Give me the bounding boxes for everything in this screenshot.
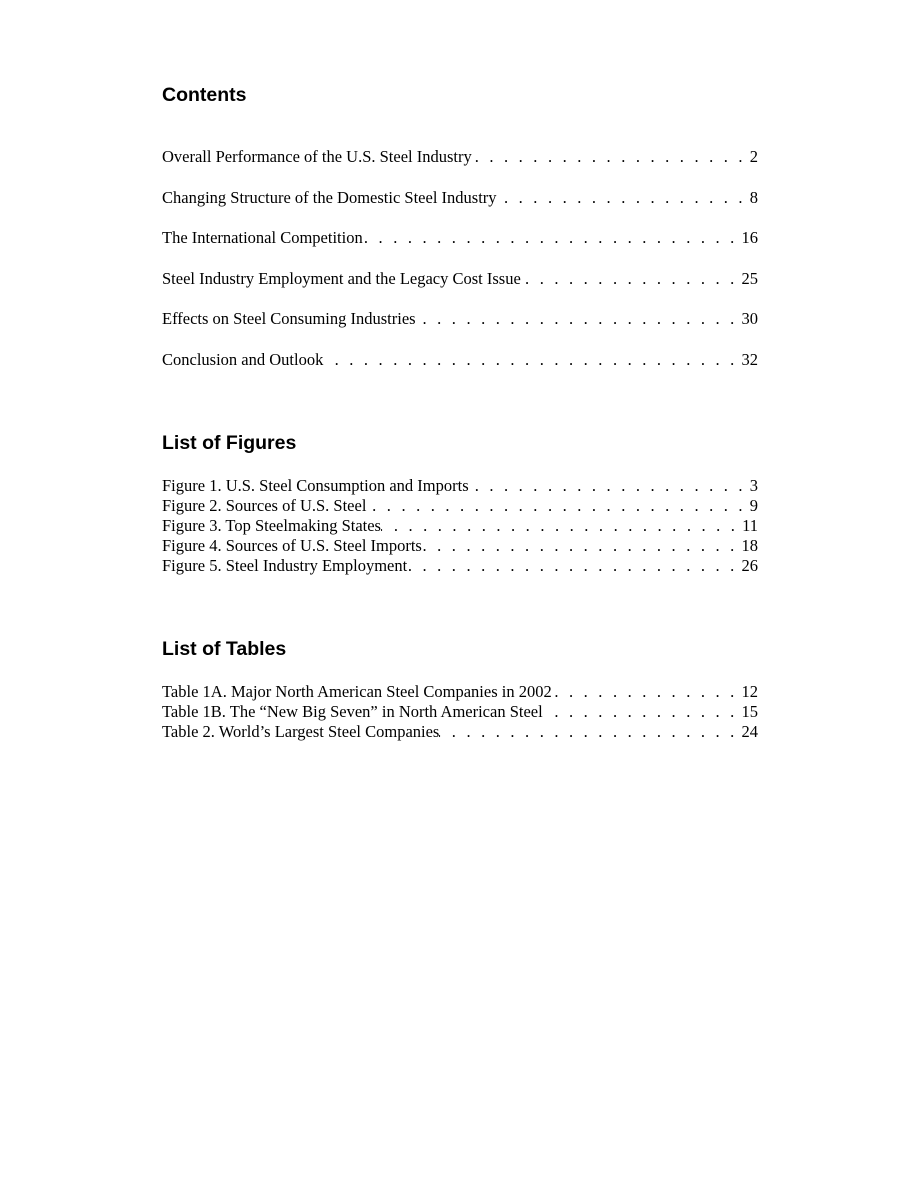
contents-heading: Contents: [162, 84, 247, 106]
dot-leader: [552, 682, 742, 702]
dot-leader: [381, 516, 742, 536]
dot-leader: [407, 556, 741, 576]
table-entry-title: Table 2. World’s Largest Steel Companies: [162, 722, 440, 741]
figure-entry-title: Figure 2. Sources of U.S. Steel: [162, 496, 367, 515]
table-entry-page: 24: [741, 722, 758, 741]
toc-entry-title: Conclusion and Outlook: [162, 349, 324, 369]
toc-entry[interactable]: [162, 309, 758, 329]
toc-entry-page: 30: [741, 309, 758, 328]
toc-entry[interactable]: [162, 147, 758, 167]
figure-entry-title: Figure 5. Steel Industry Employment: [162, 556, 408, 575]
table-entry[interactable]: [162, 722, 758, 742]
figure-entry-page: 9: [749, 496, 758, 515]
figure-entry[interactable]: [162, 476, 758, 496]
figure-entry-page: 11: [742, 516, 758, 535]
table-entry[interactable]: [162, 702, 758, 722]
figure-entry-page: 3: [749, 476, 758, 495]
toc-entry-title: Overall Performance of the U.S. Steel Industry: [162, 147, 472, 166]
dot-leader: [323, 350, 741, 370]
figure-entry[interactable]: [162, 556, 758, 576]
dot-leader: [422, 536, 742, 556]
toc-entry-page: 8: [749, 187, 758, 207]
toc-entry-page: 2: [749, 147, 758, 166]
list-of-tables-heading: List of Tables: [162, 638, 287, 660]
dot-leader: [543, 702, 742, 722]
dot-leader: [497, 188, 750, 208]
toc-entry-page: 25: [741, 268, 758, 288]
list-of-figures-heading: List of Figures: [162, 432, 297, 454]
dot-leader: [366, 496, 749, 516]
figure-entry[interactable]: [162, 536, 758, 556]
table-entry-title: Table 1B. The “New Big Seven” in North American Steel: [162, 702, 543, 721]
table-entry[interactable]: [162, 682, 758, 702]
figure-entry-title: Figure 3. Top Steelmaking States: [162, 516, 381, 535]
figure-entry-page: 26: [741, 556, 758, 575]
dot-leader: [472, 147, 750, 167]
toc-entry[interactable]: [162, 350, 758, 370]
dot-leader: [363, 228, 742, 248]
contents-list: [162, 147, 758, 390]
toc-entry[interactable]: [162, 228, 758, 248]
toc-entry-page: 32: [741, 349, 758, 369]
dot-leader: [521, 269, 742, 289]
list-of-tables: [162, 682, 758, 742]
dot-leader: [469, 476, 750, 496]
figure-entry-title: Figure 1. U.S. Steel Consumption and Imports: [162, 476, 469, 495]
figure-entry[interactable]: [162, 496, 758, 516]
figure-entry[interactable]: [162, 516, 758, 536]
figure-entry-title: Figure 4. Sources of U.S. Steel Imports: [162, 536, 422, 555]
toc-entry[interactable]: [162, 188, 758, 208]
figure-entry-page: 18: [741, 536, 758, 555]
dot-leader: [416, 309, 742, 329]
toc-entry-title: Steel Industry Employment and the Legacy Cost Issue: [162, 268, 521, 288]
toc-entry[interactable]: [162, 269, 758, 289]
table-entry-page: 15: [741, 702, 758, 721]
toc-entry-title: Changing Structure of the Domestic Steel Industry: [162, 187, 497, 207]
toc-entry-title: Effects on Steel Consuming Industries: [162, 309, 416, 328]
toc-entry-page: 16: [741, 228, 758, 247]
table-entry-title: Table 1A. Major North American Steel Companies in 2002: [162, 682, 552, 701]
dot-leader: [439, 722, 741, 742]
table-entry-page: 12: [741, 682, 758, 701]
toc-entry-title: The International Competition: [162, 228, 363, 247]
list-of-figures: [162, 476, 758, 576]
